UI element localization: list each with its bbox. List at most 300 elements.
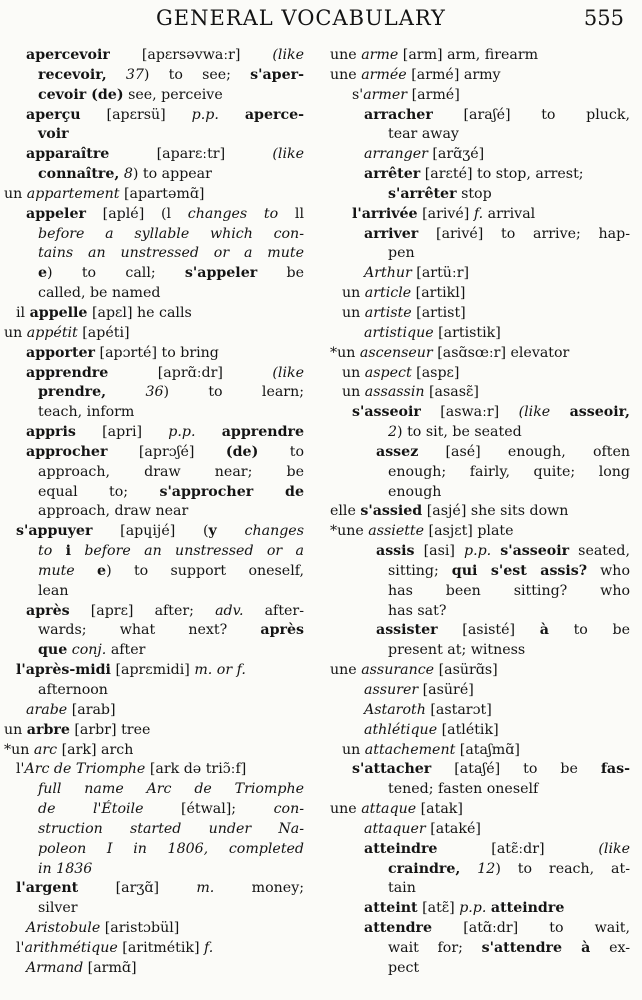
entry-text: [asjé] she sits down <box>422 503 569 520</box>
entry-text: article <box>364 285 412 302</box>
entry-text: aspect <box>364 364 412 381</box>
entry-text: assurer <box>364 682 419 698</box>
entry-line <box>330 959 630 979</box>
entry-text: [artüːr] <box>411 265 470 282</box>
entry-text: ) to reach, at- <box>495 860 630 877</box>
entry-line <box>330 860 630 880</box>
entry-text: ex- <box>590 939 630 956</box>
entry-text: to be <box>548 622 630 639</box>
entry-text: [aristɔbül] <box>100 920 180 937</box>
entry-text: *une <box>330 523 369 540</box>
entry-text: assister <box>376 622 438 639</box>
entry-line <box>4 463 304 483</box>
entry-text: après <box>260 622 304 639</box>
entry-text: apprendre <box>26 364 109 381</box>
entry-text: [asüré] <box>418 682 474 698</box>
entry-text: [asɑ̃sœːr] elevator <box>432 344 570 361</box>
entry-line <box>4 304 304 324</box>
entry-text: p.p. <box>464 543 492 560</box>
entry-line <box>330 304 630 324</box>
entry-text: [asi] <box>414 543 464 560</box>
entry-text: artistique <box>364 324 434 341</box>
entry-text: struction started under Na- <box>38 820 304 837</box>
entry-text: s'asseoir <box>500 543 570 560</box>
entry-line <box>4 423 304 443</box>
entry-text: Arc de Triomphe <box>24 761 146 778</box>
entry-text: s'approcher de <box>159 483 304 500</box>
entry-text: attaquer <box>364 820 426 837</box>
entry-line <box>330 86 630 106</box>
entry-text: 37 <box>125 66 144 83</box>
entry-line <box>330 582 630 602</box>
entry-line <box>330 383 630 403</box>
entry-text <box>106 384 145 400</box>
entry-text: [armɑ̃] <box>83 959 137 976</box>
entry-text: [aswaːr] <box>420 404 519 421</box>
entry-text: atteindre <box>490 900 565 917</box>
entry-text: ) to see; <box>143 66 251 83</box>
entry-line <box>4 641 304 661</box>
entry-text: m. or f. <box>194 662 246 679</box>
entry-text: s'appeler <box>184 265 258 282</box>
entry-text: [apɛrsü] <box>80 106 192 123</box>
entry-text: [apartəmɑ̃] <box>119 185 205 202</box>
entry-text: wait for; <box>388 939 482 956</box>
entry-text: [atak] <box>416 801 463 818</box>
entry-line <box>330 800 630 820</box>
entry-text: present at; witness <box>388 642 526 659</box>
entry-text: ) to learn; <box>163 384 304 401</box>
entry-line <box>4 106 304 126</box>
entry-text: attachement <box>364 741 456 758</box>
entry-text: [apɛrsəvwaːr] <box>109 47 273 63</box>
entry-text: arbre <box>26 721 70 738</box>
entry-text: une <box>330 47 362 63</box>
entry-line <box>4 621 304 641</box>
entry-text: changes to <box>187 205 279 222</box>
entry-text: [atlétik] <box>437 721 499 738</box>
entry-text: Aristobule <box>26 920 101 937</box>
entry-text: à <box>539 622 549 639</box>
entry-text: appelle <box>29 304 88 321</box>
entry-text: i <box>65 543 71 560</box>
entry-line <box>330 820 630 840</box>
entry-line <box>330 324 630 344</box>
entry-text: p.p. <box>168 424 196 441</box>
entry-text: armée <box>361 66 407 83</box>
entry-line <box>330 46 630 66</box>
entry-text: pect <box>388 959 420 976</box>
entry-line <box>4 939 304 959</box>
entry-line <box>330 681 630 701</box>
entry-text: s'arrêter <box>388 185 457 202</box>
entry-line <box>330 165 630 185</box>
entry-text: tain <box>388 880 416 897</box>
entry-text: [arivé] <box>417 205 474 222</box>
entry-text: to <box>258 443 304 460</box>
entry-text: l'arrivée <box>352 205 418 222</box>
entry-text: [artikl] <box>411 285 466 302</box>
entry-text: f. <box>204 939 214 956</box>
entry-text: asseoir, <box>569 404 630 421</box>
entry-line <box>330 741 630 761</box>
entry-text: attaque <box>361 801 417 818</box>
entry-text: ) to appear <box>132 166 212 183</box>
entry-text <box>219 107 245 123</box>
entry-line <box>330 621 630 641</box>
entry-line <box>4 741 304 761</box>
entry-line <box>330 463 630 483</box>
entry-line <box>4 919 304 939</box>
entry-text: apporter <box>26 344 96 361</box>
entry-line <box>330 205 630 225</box>
entry-line <box>330 661 630 681</box>
entry-text: [artistik] <box>433 324 501 341</box>
entry-line <box>330 364 630 384</box>
entry-text: apercevoir <box>26 47 110 63</box>
entry-text: appeler <box>26 205 86 222</box>
entry-text: une <box>330 662 362 679</box>
entry-text: afternoon <box>38 682 108 698</box>
entry-text: une <box>330 801 362 818</box>
entry-text: 36 <box>145 384 164 401</box>
entry-text: see, perceive <box>123 86 223 103</box>
entry-line <box>4 205 304 225</box>
entry-line <box>4 264 304 284</box>
entry-line <box>330 66 630 86</box>
entry-line <box>4 860 304 880</box>
entry-text: [aspɛ] <box>411 364 460 381</box>
entry-text: un <box>4 185 27 202</box>
entry-line <box>330 840 630 860</box>
entry-text: s'assied <box>360 503 423 520</box>
entry-text: [aprɑ̃ːdr] <box>108 364 273 381</box>
entry-line <box>4 86 304 106</box>
entry-text: before a syllable which con- <box>38 225 304 242</box>
entry-line <box>4 125 304 145</box>
entry-line <box>330 125 630 145</box>
entry-text: l' <box>16 761 25 778</box>
entry-text: connaître, <box>38 166 120 183</box>
entry-line <box>4 820 304 840</box>
entry-text: [arab] <box>67 701 116 718</box>
entry-text: to <box>38 543 66 560</box>
entry-text: 8 <box>123 166 133 183</box>
entry-text: [aplé] (l <box>85 205 188 222</box>
entry-line <box>4 165 304 185</box>
entry-text: un <box>4 324 27 341</box>
entry-text: [ataʃmɑ̃] <box>455 741 520 758</box>
entry-text: approcher <box>26 443 108 460</box>
entry-line <box>330 542 630 562</box>
entry-text: [arʒɑ̃] <box>78 880 197 897</box>
entry-line <box>4 383 304 403</box>
entry-text: 2 <box>388 424 398 441</box>
entry-text: arranger <box>364 146 428 163</box>
entry-text: un <box>342 364 365 381</box>
entry-text <box>107 67 126 83</box>
entry-text: lean <box>38 582 69 599</box>
entry-text: [armé] army <box>406 66 501 83</box>
entry-text: conj. <box>71 642 107 659</box>
entry-text: (like <box>272 47 304 63</box>
entry-text <box>75 563 97 579</box>
entry-text: (like <box>598 840 630 857</box>
entry-text: [arivé] to arrive; hap- <box>418 225 630 242</box>
entry-line <box>4 244 304 264</box>
entry-text: [armé] <box>407 86 460 103</box>
entry-text: [arɑ̃ʒé] <box>427 146 485 163</box>
entry-text: (like <box>272 146 304 163</box>
entry-text: arithmétique <box>24 939 118 956</box>
entry-line <box>4 66 304 86</box>
entry-text: voir <box>38 126 69 143</box>
entry-text: cevoir (de) <box>38 86 124 103</box>
entry-text: tened; fasten oneself <box>388 781 539 798</box>
entry-line <box>330 145 630 165</box>
entry-line <box>4 443 304 463</box>
entry-line <box>330 284 630 304</box>
entry-text: stop <box>456 185 492 202</box>
entry-text: prendre, <box>38 384 107 401</box>
entry-text: [atɑ̃ːdr] to wait, <box>432 920 630 937</box>
entry-text: arracher <box>364 106 433 123</box>
entry-text: (like <box>272 364 304 381</box>
entry-line <box>4 780 304 800</box>
entry-line <box>4 324 304 344</box>
entry-line <box>4 661 304 681</box>
entry-text: il <box>16 304 30 321</box>
entry-text: artiste <box>364 304 412 321</box>
entry-text: (like <box>518 404 551 421</box>
entry-line <box>4 284 304 304</box>
entry-text: assurance <box>361 662 435 679</box>
page-title: GENERAL VOCABULARY <box>156 6 446 30</box>
entry-line <box>330 185 630 205</box>
entry-text: ascenseur <box>359 344 433 361</box>
entry-text: aperçu <box>26 106 81 123</box>
entry-line <box>4 522 304 542</box>
entry-text: s'asseoir <box>352 404 421 421</box>
entry-text: Astaroth <box>364 701 426 718</box>
entry-text <box>550 404 569 420</box>
entry-line <box>4 840 304 860</box>
entry-text: un <box>342 285 365 302</box>
entry-text: f. <box>473 205 484 222</box>
entry-text: [asisté] <box>437 622 540 639</box>
entry-line <box>4 344 304 364</box>
entry-text: un <box>342 741 365 758</box>
entry-text: ) to call; <box>47 265 185 282</box>
entry-text: de l'Étoile <box>38 801 144 818</box>
entry-text: [asé] enough, often <box>418 443 630 460</box>
entry-text: attendre <box>364 920 433 937</box>
entry-text: Arthur <box>364 265 412 282</box>
entry-text: arrival <box>483 205 536 222</box>
entry-line <box>4 899 304 919</box>
entry-text: assiette <box>368 523 425 540</box>
entry-line <box>4 800 304 820</box>
entry-text: before an unstressed or a <box>70 543 304 560</box>
entry-line <box>4 701 304 721</box>
entry-text: s'attendre à <box>481 939 591 956</box>
entry-text: ) to support oneself, <box>106 562 304 579</box>
entry-text <box>491 543 500 559</box>
entry-line <box>330 721 630 741</box>
entry-text: [asjɛt] plate <box>424 523 514 540</box>
entry-line <box>330 562 630 582</box>
entry-text: [araʃé] to pluck, <box>432 106 630 123</box>
entry-text: pen <box>388 245 415 262</box>
entry-text: [asürɑ̃s] <box>434 662 498 679</box>
entry-text: p.p. <box>459 900 487 917</box>
entry-text: enough <box>388 483 442 500</box>
entry-line <box>4 225 304 245</box>
entry-text: arc <box>33 741 58 758</box>
entry-text: y <box>208 523 217 540</box>
entry-text: has been sitting? who <box>388 582 630 599</box>
entry-line <box>330 760 630 780</box>
entry-text: [apɥijé] ( <box>92 523 209 540</box>
entry-line <box>4 582 304 602</box>
entry-line <box>330 264 630 284</box>
entry-text: athlétique <box>364 721 438 738</box>
entry-text: poleon I in 1806, completed <box>38 840 304 857</box>
page-number: 555 <box>583 6 624 30</box>
entry-line <box>4 959 304 979</box>
entry-line <box>330 641 630 661</box>
entry-text: un <box>342 384 365 401</box>
entry-text: wards; what next? <box>38 622 261 639</box>
entry-text: s'appuyer <box>16 523 93 540</box>
entry-line <box>4 602 304 622</box>
entry-text: approach, draw near; be <box>38 463 304 480</box>
entry-text: [astarɔt] <box>425 701 492 718</box>
entry-text: 12 <box>477 860 496 877</box>
entry-text: arme <box>361 47 399 63</box>
entry-text: Armand <box>26 959 84 976</box>
entry-text: after- <box>243 602 304 619</box>
entry-line <box>4 542 304 562</box>
entry-text: un <box>4 721 27 738</box>
entry-text: ) to sit, be seated <box>397 424 522 441</box>
left-column <box>4 46 304 979</box>
entry-text: has sat? <box>388 602 447 619</box>
entry-line <box>330 106 630 126</box>
entry-text: aperce- <box>244 106 304 123</box>
entry-text: *un <box>4 741 34 758</box>
entry-text: tear away <box>388 126 459 143</box>
entry-text <box>217 523 245 539</box>
entry-line <box>4 483 304 503</box>
entry-text: p.p. <box>191 106 219 123</box>
entry-text: s' <box>352 86 364 103</box>
entry-line <box>330 879 630 899</box>
entry-text: un <box>342 304 365 321</box>
entry-text: ll <box>278 205 304 222</box>
entry-text: adv. <box>215 602 244 619</box>
entry-line <box>4 46 304 66</box>
entry-line <box>330 502 630 522</box>
entry-text: (de) <box>225 443 259 460</box>
entry-text: elle <box>330 503 361 520</box>
page-header <box>0 4 642 34</box>
entry-text: l'après-midi <box>16 662 111 679</box>
entry-text: [ark] arch <box>57 741 134 758</box>
entry-text: [ataké] <box>425 820 481 837</box>
entry-line <box>4 403 304 423</box>
entry-line <box>330 602 630 622</box>
entry-line <box>330 701 630 721</box>
entry-text: atteindre <box>364 840 438 857</box>
entry-text: fas- <box>600 761 630 778</box>
entry-line <box>330 522 630 542</box>
entry-text: [arm] arm, firearm <box>398 47 539 63</box>
entry-text: [aritmétik] <box>117 939 205 956</box>
entry-text <box>460 861 477 877</box>
entry-text: changes <box>244 523 304 540</box>
entry-text: called, be named <box>38 285 161 302</box>
entry-text: appétit <box>26 324 78 341</box>
entry-text: après <box>26 602 70 619</box>
entry-text: qui s'est assis? <box>451 562 588 579</box>
entry-line <box>4 185 304 205</box>
entry-line <box>4 562 304 582</box>
entry-line <box>330 939 630 959</box>
entry-text: arriver <box>364 225 419 242</box>
entry-line <box>330 443 630 463</box>
entry-line <box>330 344 630 364</box>
entry-text: appartement <box>26 185 120 202</box>
entry-text: [arbr] tree <box>69 721 151 738</box>
entry-line <box>4 364 304 384</box>
entry-text: [atɛ̃ːdr] <box>437 840 599 857</box>
entry-text: e <box>38 265 48 282</box>
entry-text: be <box>257 265 304 282</box>
entry-text: l' <box>16 939 25 956</box>
entry-text: con- <box>273 801 304 818</box>
entry-text: seated, <box>569 543 630 560</box>
entry-text: [apéti] <box>77 324 130 341</box>
entry-text: s'attacher <box>352 761 432 778</box>
entry-text: full name Arc de Triomphe <box>38 781 304 798</box>
entry-text: mute <box>38 562 75 579</box>
entry-text: [atɛ̃] <box>417 900 460 917</box>
entry-line <box>330 483 630 503</box>
entry-text: atteint <box>364 900 418 917</box>
entry-line <box>330 423 630 443</box>
entry-text: after <box>106 642 146 659</box>
entry-text: craindre, <box>388 860 461 877</box>
entry-text: arabe <box>26 701 68 718</box>
entry-text: money; <box>214 880 304 897</box>
right-column <box>330 46 630 979</box>
entry-text: appris <box>26 424 76 441</box>
entry-text: enough; fairly, quite; long <box>388 463 630 480</box>
entry-text: [étwal]; <box>143 801 274 818</box>
entry-text: silver <box>38 900 78 917</box>
entry-text: assez <box>376 443 419 460</box>
entry-text: apprendre <box>221 424 304 441</box>
entry-text: who <box>587 562 630 579</box>
entry-text: l'argent <box>16 880 79 897</box>
entry-line <box>330 403 630 423</box>
entry-text: [apɛl] he calls <box>87 304 192 321</box>
entry-text: [aprɛ] after; <box>69 602 216 619</box>
entry-line <box>4 502 304 522</box>
entry-line <box>330 919 630 939</box>
entry-text: in 1836 <box>38 860 93 877</box>
